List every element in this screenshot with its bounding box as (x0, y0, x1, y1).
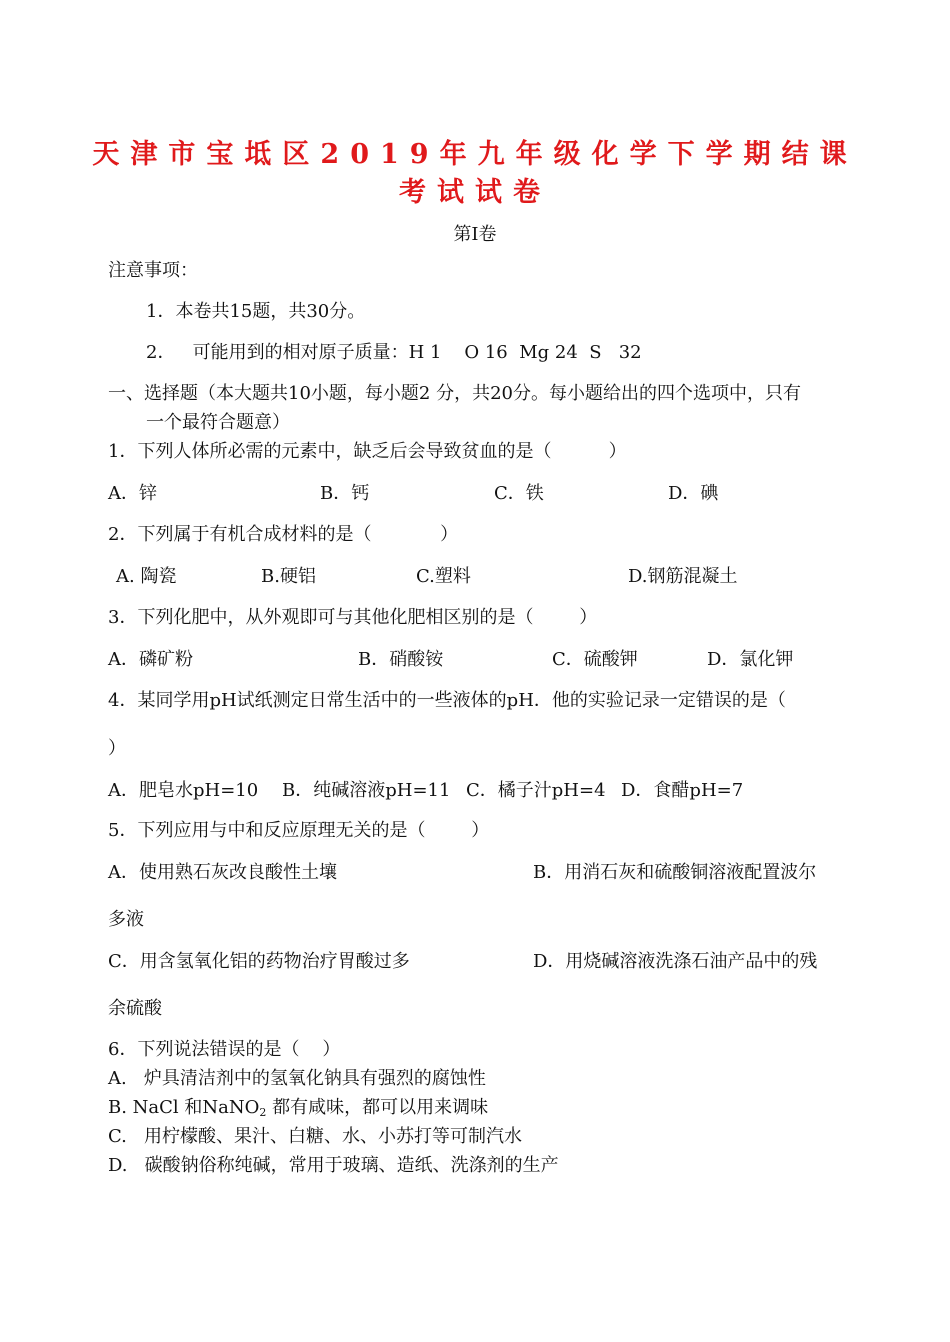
question-2-option-c: C.塑料 (416, 566, 471, 587)
question-5-option-d: D．用烧碱溶液洗涤石油产品中的残 (533, 951, 818, 972)
question-6-option-a: A. 炉具清洁剂中的氢氧化钠具有强烈的腐蚀性 (108, 1068, 486, 1089)
exam-title-line1: 天津市宝坻区2019年九年级化学下学期结课 (92, 139, 858, 170)
question-1-option-b: B．钙 (320, 483, 370, 504)
question-4-option-c: C．橘子汁pH=4 (466, 780, 606, 801)
question-3-stem: 3．下列化肥中，从外观即可与其他化肥相区别的是（ ） (108, 607, 598, 628)
question-4-option-a: A．肥皂水pH=10 (108, 780, 259, 801)
notice-item-1: 1．本卷共15题，共30分。 (146, 301, 366, 322)
volume-label: 第I卷 (453, 224, 497, 245)
question-2-option-a: A. 陶瓷 (116, 566, 177, 587)
question-4-option-b: B．纯碱溶液pH=11 (282, 780, 451, 801)
exam-title-line2: 考试试卷 (399, 177, 551, 208)
section-heading: 一、选择题（本大题共10小题，每小题2 分，共20分。每小题给出的四个选项中，只有 (108, 383, 801, 404)
question-1-stem: 1．下列人体所必需的元素中，缺乏后会导致贫血的是（ ） (108, 441, 627, 462)
question-6-option-d: D. 碳酸钠俗称纯碱，常用于玻璃、造纸、洗涤剂的生产 (108, 1155, 559, 1176)
question-5-stem: 5．下列应用与中和反应原理无关的是（ ） (108, 820, 490, 841)
question-6-option-b-text: B. NaCl 和NaNO (108, 1097, 260, 1118)
question-4-stem: 4．某同学用pH试纸测定日常生活中的一些液体的pH．他的实验记录一定错误的是（ (108, 690, 786, 711)
question-6-stem: 6．下列说法错误的是（ ） (108, 1039, 341, 1060)
question-2-option-d: D.钢筋混凝土 (628, 566, 738, 587)
question-3-option-c: C．硫酸钾 (552, 649, 638, 670)
question-4-option-d: D．食醋pH=7 (621, 780, 744, 801)
question-1-option-d: D．碘 (668, 483, 719, 504)
question-4-stem-cont: ） (108, 738, 126, 759)
question-3-option-b: B．硝酸铵 (358, 649, 444, 670)
question-1-option-a: A．锌 (108, 483, 157, 504)
question-5-option-d-cont: 余硫酸 (108, 998, 162, 1019)
question-2-stem: 2．下列属于有机合成材料的是（ ） (108, 524, 459, 545)
question-5-option-a: A．使用熟石灰改良酸性土壤 (108, 862, 337, 883)
question-6-option-b (108, 1097, 488, 1124)
question-3-option-d: D．氯化钾 (707, 649, 794, 670)
question-2-option-b: B.硬铝 (261, 566, 316, 587)
question-3-option-a: A．磷矿粉 (108, 649, 193, 670)
question-5-option-c: C．用含氢氧化铝的药物治疗胃酸过多 (108, 951, 410, 972)
notice-item-2: 2． 可能用到的相对原子质量：H 1 O 16 Mg 24 S 32 (146, 342, 642, 363)
section-heading-cont: 一个最符合题意） (146, 412, 290, 433)
question-5-option-b-cont: 多液 (108, 909, 144, 930)
question-1-option-c: C．铁 (494, 483, 544, 504)
question-5-option-b: B．用消石灰和硫酸铜溶液配置波尔 (533, 862, 817, 883)
question-6-option-b-rest: 都有咸味，都可以用来调味 (266, 1097, 489, 1118)
subscript-2: 2 (259, 1106, 267, 1119)
question-6-option-c: C. 用柠檬酸、果汁、白糖、水、小苏打等可制汽水 (108, 1126, 523, 1147)
notice-heading: 注意事项： (108, 260, 198, 281)
